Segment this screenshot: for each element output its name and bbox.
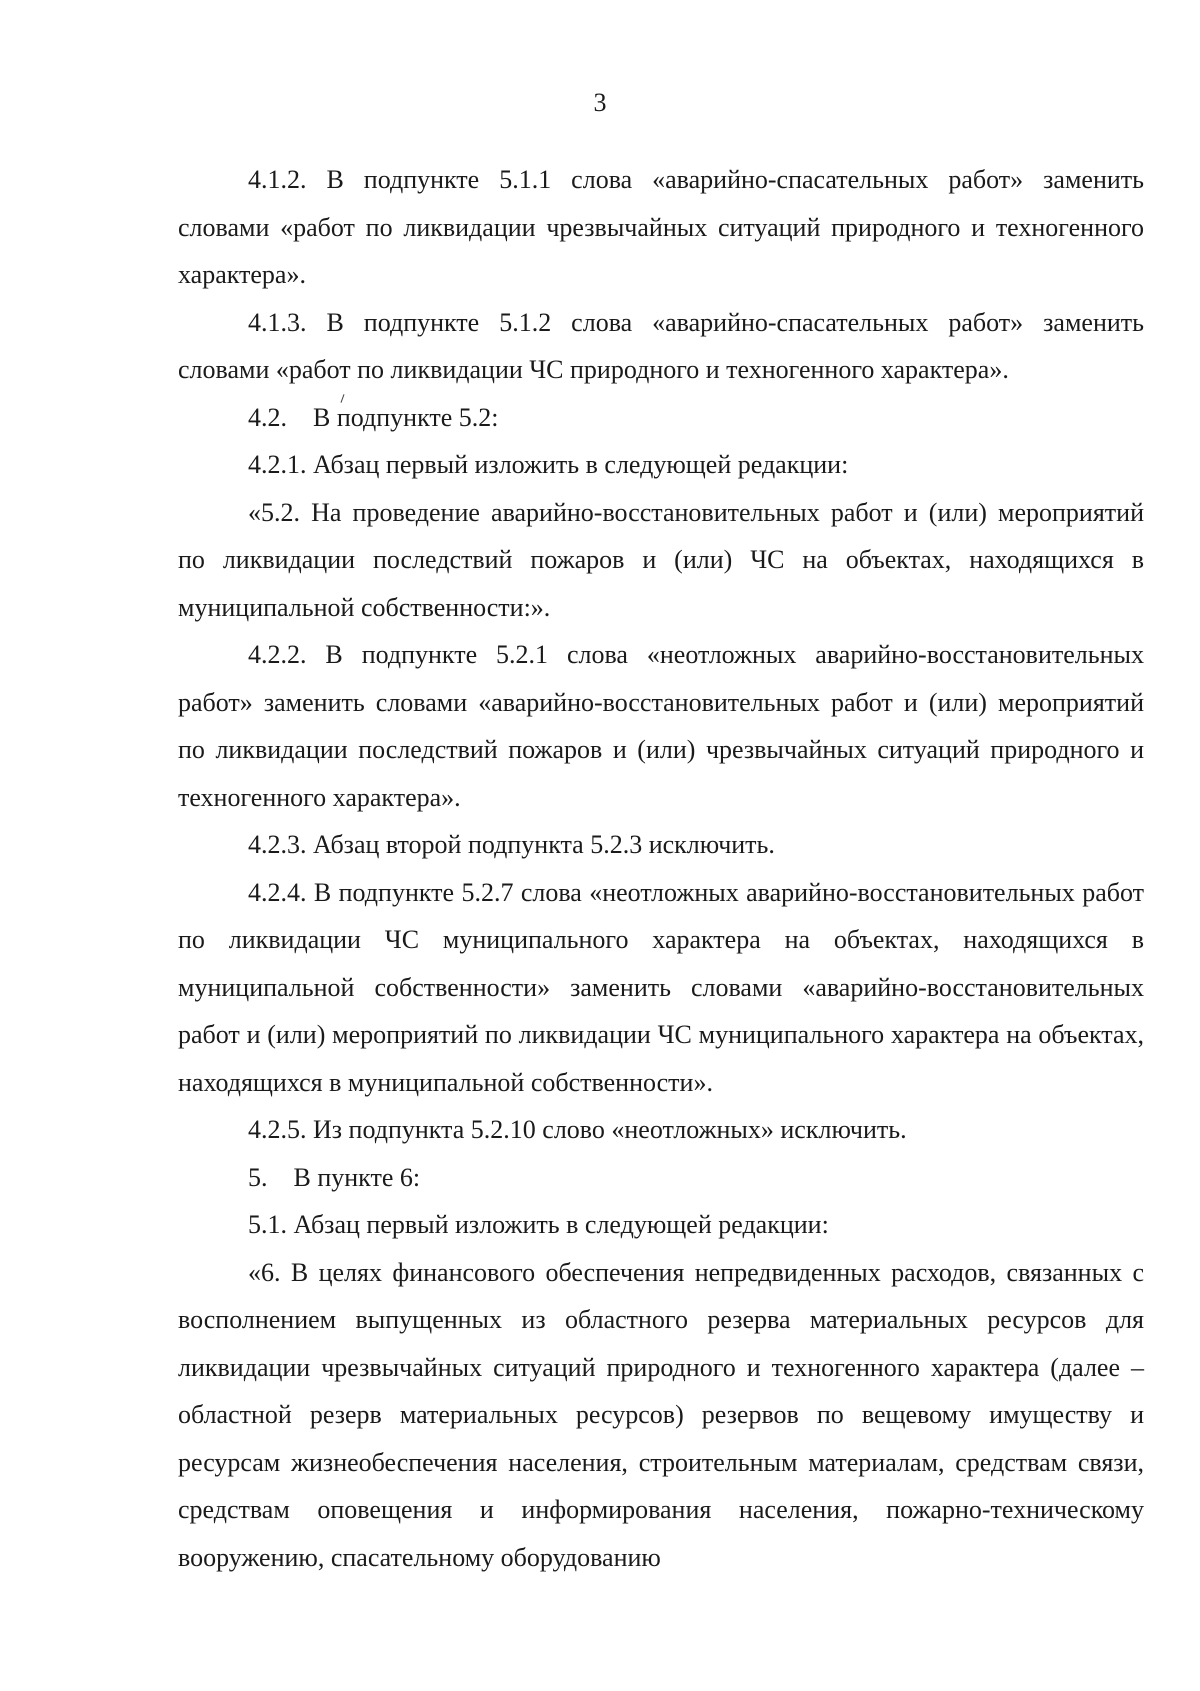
page-number: 3 (593, 88, 607, 117)
paragraph-4-2-4: 4.2.4. В подпункте 5.2.7 слова «неотложных аварийно-восстановительных работ по ликвидации ЧС муниципального характера на объектах, находящихся в муниципальной собственности» заменить словами «аварийно-восстановительных работ и (или) мероприятий по ликвидации ЧС муниципального характера на объектах, находящихся в муниципальной собственности». (178, 877, 1144, 1097)
paragraph-4-2-2: 4.2.2. В подпункте 5.2.1 слова «неотложных аварийно-восстановительных работ» заменить словами «аварийно-восстановительных работ и (или) мероприятий по ликвидации последствий пожаров и (или) чрезвычайных ситуаций природного и техногенного характера». (178, 640, 1144, 812)
paragraph-4-2-1: 4.2.1. Абзац первый изложить в следующей редакции: (248, 450, 849, 479)
paragraph-5: 5. В пункте 6: (248, 1162, 421, 1192)
document-body (178, 156, 1144, 1581)
paragraph-4-2-5: 4.2.5. Из подпункта 5.2.10 слово «неотложных» исключить. (248, 1115, 907, 1144)
paragraph-4-1-2: 4.1.2. В подпункте 5.1.1 слова «аварийно-спасательных работ» заменить словами «работ по ликвидации чрезвычайных ситуаций природного и техногенного характера». (178, 165, 1144, 289)
paragraph-4-2-3: 4.2.3. Абзац второй подпункта 5.2.3 исключить. (248, 830, 775, 859)
paragraph-quote-6: «6. В целях финансового обеспечения непредвиденных расходов, связанных с восполнением выпущенных из областного резерва материальных ресурсов для ликвидации чрезвычайных ситуаций природного и техногенного характера (далее – областной резерв материальных ресурсов) резервов по вещевому имуществу и ресурсам жизнеобеспечения населения, строительным материалам, средствам связи, средствам оповещения и информирования населения, пожарно-техническому вооружению, спасательному оборудованию (178, 1257, 1144, 1572)
paragraph-5-1: 5.1. Абзац первый изложить в следующей редакции: (248, 1210, 829, 1239)
paragraph-quote-5-2: «5.2. На проведение аварийно-восстановительных работ и (или) мероприятий по ликвидации последствий пожаров и (или) ЧС на объектах, находящихся в муниципальной собственности:». (178, 497, 1144, 622)
paragraph-4-2: 4.2. В подпункте 5.2: (248, 402, 499, 432)
paragraph-4-1-3: 4.1.3. В подпункте 5.1.2 слова «аварийно-спасательных работ» заменить словами «работ по ликвидации ЧС природного и техногенного характера». (178, 307, 1144, 384)
